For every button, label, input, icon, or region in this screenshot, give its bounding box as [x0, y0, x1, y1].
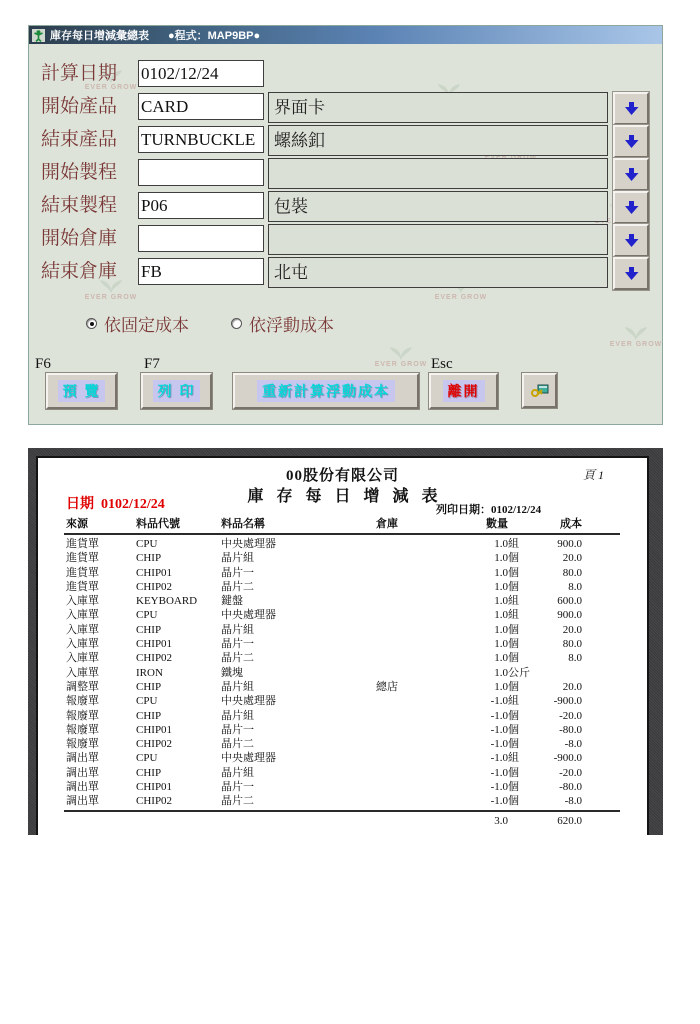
lookup-button[interactable] [613, 92, 649, 125]
titlebar [29, 26, 662, 44]
cell-cost: 600.0 [557, 595, 582, 608]
cell-unit: 組 [508, 695, 519, 708]
total-qty: 3.0 [494, 815, 508, 827]
cell-code: CHIP01 [136, 723, 173, 736]
cell-warehouse [376, 766, 446, 780]
cell-qty: 1.0 [494, 680, 508, 693]
cell-warehouse [376, 694, 446, 708]
cell-code: CPU [136, 609, 158, 622]
cell-qty: 1.0 [494, 566, 508, 579]
report-preview [28, 448, 663, 835]
report-rows [38, 537, 647, 809]
field-label: 結束製程 [41, 195, 118, 216]
cell-unit: 個 [508, 781, 519, 794]
cell-warehouse [376, 780, 446, 794]
cell-warehouse [376, 794, 446, 808]
cell-unit: 個 [508, 566, 519, 579]
cell-name: 晶片組 [221, 623, 254, 636]
field-label: 開始產品 [41, 96, 118, 117]
cell-warehouse [376, 666, 446, 680]
field-row [41, 92, 649, 125]
cell-name: 晶片組 [221, 552, 254, 565]
cell-source: 報廢單 [66, 695, 99, 708]
report-row [38, 680, 647, 694]
cell-unit: 個 [508, 580, 519, 593]
report-row [38, 794, 647, 808]
cell-warehouse [376, 537, 446, 551]
report-row [38, 694, 647, 708]
cell-source: 入庫單 [66, 652, 99, 665]
report-row [38, 723, 647, 737]
cell-source: 調出單 [66, 781, 99, 794]
cell-qty: -1.0 [490, 709, 508, 722]
cell-qty: -1.0 [490, 738, 508, 751]
radio-dot [231, 318, 242, 329]
cell-source: 進貨單 [66, 566, 99, 579]
cell-warehouse [376, 709, 446, 723]
cell-source: 調整單 [66, 680, 99, 693]
print-button[interactable]: 列 印 [141, 373, 212, 409]
col-header-warehouse: 倉庫 [376, 518, 398, 530]
cell-qty: -1.0 [490, 795, 508, 808]
cell-code: CHIP [136, 709, 162, 722]
report-title: 庫存每日增減表 [247, 488, 451, 505]
field-desc: 包裝 [268, 191, 608, 222]
cell-cost [544, 666, 582, 680]
cell-cost: 80.0 [562, 638, 582, 651]
cell-unit: 個 [508, 766, 519, 779]
report-row [38, 608, 647, 622]
cell-warehouse [376, 623, 446, 637]
cell-unit: 個 [508, 738, 519, 751]
arrow-down-icon [624, 102, 639, 115]
column-header-row [38, 517, 647, 531]
cell-unit: 個 [508, 638, 519, 651]
cell-warehouse: 總店 [376, 680, 398, 693]
report-page [36, 456, 649, 835]
cell-code: CHIP01 [136, 781, 173, 794]
key-icon [531, 383, 549, 399]
form-fields [41, 59, 649, 290]
cell-unit: 個 [508, 795, 519, 808]
radio-fixed-cost[interactable]: 依固定成本 [86, 311, 189, 336]
cell-cost: 8.0 [568, 580, 582, 593]
cell-source: 報廢單 [66, 723, 99, 736]
cell-qty: 1.0 [494, 652, 508, 665]
window-title: 庫存每日增減彙總表 [50, 30, 149, 42]
cell-cost: 20.0 [562, 552, 582, 565]
cell-qty: -1.0 [490, 781, 508, 794]
preview-button[interactable]: 預 覽 [46, 373, 117, 409]
cell-warehouse [376, 566, 446, 580]
report-row [38, 737, 647, 751]
field-label: 結束產品 [41, 129, 118, 150]
cell-source: 調出單 [66, 766, 99, 779]
cell-warehouse [376, 723, 446, 737]
cell-unit: 組 [508, 538, 519, 550]
cell-source: 進貨單 [66, 552, 99, 565]
key-button[interactable] [522, 373, 557, 408]
cell-code: CHIP [136, 766, 162, 779]
cell-name: 鍵盤 [221, 595, 243, 608]
exit-button[interactable]: 離開 [429, 373, 498, 409]
cost-option-group [29, 311, 664, 333]
field-input[interactable] [138, 126, 264, 153]
cell-code: CHIP01 [136, 566, 173, 579]
arrow-down-icon [624, 135, 639, 148]
cell-cost: 80.0 [562, 566, 582, 579]
recalc-floating-cost-button[interactable]: 重新計算浮動成本 [233, 373, 419, 409]
cell-name: 晶片二 [221, 652, 254, 665]
arrow-down-icon [624, 168, 639, 181]
cell-source: 調出單 [66, 752, 99, 765]
cell-name: 中央處理器 [221, 752, 276, 765]
field-label: 結束倉庫 [41, 261, 118, 282]
cell-name: 晶片二 [221, 738, 254, 751]
cell-code: CPU [136, 695, 158, 708]
cell-cost: -900.0 [553, 695, 582, 708]
cell-code: CHIP02 [136, 580, 173, 593]
page-number: 頁 1 [583, 468, 605, 482]
cell-cost: -8.0 [564, 738, 582, 751]
report-row [38, 666, 647, 680]
calc-date-input[interactable] [138, 60, 264, 87]
field-row [41, 257, 649, 290]
fn-key-label-f7: F7 [144, 356, 160, 372]
cell-name: 中央處理器 [221, 609, 276, 622]
cell-cost: 20.0 [562, 680, 582, 693]
field-input[interactable] [138, 192, 264, 219]
header-rule [64, 533, 620, 535]
field-row-date [41, 59, 649, 92]
cell-unit: 組 [508, 752, 519, 765]
col-header-unit-spacer [508, 517, 544, 531]
watermark: EVER GROW [429, 274, 493, 301]
cell-cost: -20.0 [559, 766, 582, 779]
cell-warehouse [376, 580, 446, 594]
cell-name: 晶片組 [221, 766, 254, 779]
cell-name: 晶片一 [221, 566, 254, 579]
watermark: EVER GROW [79, 274, 143, 301]
cell-code: CPU [136, 538, 158, 550]
report-row [38, 766, 647, 780]
field-input[interactable] [138, 258, 264, 285]
cell-unit: 組 [508, 595, 519, 608]
cell-qty: -1.0 [490, 752, 508, 765]
cell-warehouse [376, 737, 446, 751]
cell-name: 晶片二 [221, 580, 254, 593]
radio-dot [86, 318, 97, 329]
report-row [38, 551, 647, 565]
cell-qty: 1.0 [494, 638, 508, 651]
field-desc [268, 158, 608, 189]
total-rule [64, 810, 620, 812]
field-desc: 北屯 [268, 257, 608, 288]
lookup-button[interactable] [613, 158, 649, 191]
company-name: 00股份有限公司 [285, 468, 399, 484]
cell-source: 入庫單 [66, 638, 99, 651]
cell-name: 晶片組 [221, 680, 254, 693]
field-desc: 螺絲釦 [268, 125, 608, 156]
cell-unit: 個 [508, 709, 519, 722]
cell-source: 進貨單 [66, 580, 99, 593]
cell-qty: -1.0 [490, 723, 508, 736]
field-input[interactable] [138, 225, 264, 252]
cell-code: CHIP [136, 623, 162, 636]
cell-code: CPU [136, 752, 158, 765]
report-row [38, 780, 647, 794]
report-row [38, 651, 647, 665]
cell-name: 中央處理器 [221, 538, 276, 550]
field-row [41, 158, 649, 191]
field-row [41, 191, 649, 224]
lookup-button[interactable] [613, 224, 649, 257]
cell-source: 報廢單 [66, 709, 99, 722]
field-label: 開始製程 [41, 162, 118, 183]
report-row [38, 566, 647, 580]
cell-code: CHIP02 [136, 795, 173, 808]
cell-name: 晶片一 [221, 638, 254, 651]
cell-name: 晶片組 [221, 709, 254, 722]
lookup-button[interactable] [613, 191, 649, 224]
cell-warehouse [376, 608, 446, 622]
col-header-code: 料品代號 [136, 518, 180, 530]
cell-warehouse [376, 594, 446, 608]
report-row [38, 637, 647, 651]
col-header-name: 料品名稱 [221, 518, 265, 530]
cell-code: IRON [136, 666, 163, 679]
cell-unit: 組 [508, 609, 519, 622]
cell-code: CHIP [136, 552, 162, 565]
cell-code: CHIP01 [136, 638, 173, 651]
cell-unit: 個 [508, 652, 519, 665]
cell-name: 晶片一 [221, 723, 254, 736]
cell-code: KEYBOARD [136, 595, 198, 608]
print-date: 列印日期：0102/12/24 [436, 504, 542, 516]
cell-cost: -80.0 [559, 781, 582, 794]
cell-qty: -1.0 [490, 766, 508, 779]
cell-warehouse [376, 551, 446, 565]
cell-qty: 1.0 [494, 595, 508, 608]
cell-qty: -1.0 [490, 695, 508, 708]
cell-cost: 900.0 [557, 538, 582, 550]
report-row [38, 594, 647, 608]
lookup-button[interactable] [613, 257, 649, 290]
app-icon [32, 29, 45, 42]
col-header-cost: 成本 [560, 518, 582, 530]
watermark: EVER GROW [369, 341, 433, 368]
cell-qty: 1.0 [494, 609, 508, 622]
report-row [38, 709, 647, 723]
program-badge: ●程式：MAP9BP● [168, 30, 261, 42]
cell-source: 入庫單 [66, 623, 99, 636]
field-desc: 界面卡 [268, 92, 608, 123]
cell-source: 入庫單 [66, 595, 99, 608]
radio-floating-cost[interactable]: 依浮動成本 [231, 311, 334, 336]
cell-source: 調出單 [66, 795, 99, 808]
cell-code: CHIP [136, 680, 162, 693]
cell-cost: -900.0 [553, 752, 582, 765]
app-window [28, 25, 663, 425]
field-desc [268, 224, 608, 255]
total-cost: 620.0 [557, 815, 582, 827]
cell-cost: 20.0 [562, 623, 582, 636]
watermark: EVER GROW [604, 321, 668, 348]
cell-source: 入庫單 [66, 666, 99, 679]
cell-unit: 個 [508, 552, 519, 565]
cell-name: 晶片一 [221, 781, 254, 794]
fn-key-label-esc: Esc [431, 356, 453, 372]
cell-source: 報廢單 [66, 738, 99, 751]
cell-qty: 1.0 [494, 552, 508, 565]
report-row [38, 580, 647, 594]
cell-unit: 公斤 [508, 666, 530, 679]
cell-name: 晶片二 [221, 795, 254, 808]
col-header-qty: 數量 [486, 518, 508, 530]
field-label: 開始倉庫 [41, 228, 118, 249]
cell-warehouse [376, 651, 446, 665]
cell-cost: 8.0 [568, 652, 582, 665]
report-row [38, 751, 647, 765]
cell-qty: 1.0 [494, 666, 508, 679]
cell-code: CHIP02 [136, 738, 173, 751]
cell-qty: 1.0 [494, 580, 508, 593]
report-total-row [38, 814, 647, 828]
field-row [41, 224, 649, 257]
cell-warehouse [376, 637, 446, 651]
cell-warehouse [376, 751, 446, 765]
col-header-source: 來源 [66, 518, 88, 530]
arrow-down-icon [624, 234, 639, 247]
field-input[interactable] [138, 93, 264, 120]
cell-cost: 900.0 [557, 609, 582, 622]
cell-qty: 1.0 [494, 623, 508, 636]
cell-unit: 個 [508, 680, 519, 693]
report-date: 日期 0102/12/24 [66, 497, 165, 512]
cell-code: CHIP02 [136, 652, 173, 665]
fn-key-label-f6: F6 [35, 356, 51, 372]
watermark: EVER GROW [79, 64, 143, 91]
cell-name: 鐵塊 [221, 666, 243, 679]
arrow-down-icon [624, 201, 639, 214]
field-row [41, 125, 649, 158]
cell-qty: 1.0 [494, 538, 508, 550]
cell-cost: -20.0 [559, 709, 582, 722]
field-label: 計算日期 [41, 63, 118, 84]
field-input[interactable] [138, 159, 264, 186]
lookup-button[interactable] [613, 125, 649, 158]
cell-unit: 個 [508, 623, 519, 636]
report-row [38, 623, 647, 637]
arrow-down-icon [624, 267, 639, 280]
cell-name: 中央處理器 [221, 695, 276, 708]
cell-unit: 個 [508, 723, 519, 736]
cell-source: 入庫單 [66, 609, 99, 622]
cell-cost: -80.0 [559, 723, 582, 736]
cell-source: 進貨單 [66, 538, 99, 550]
cell-cost: -8.0 [564, 795, 582, 808]
report-row [38, 537, 647, 551]
